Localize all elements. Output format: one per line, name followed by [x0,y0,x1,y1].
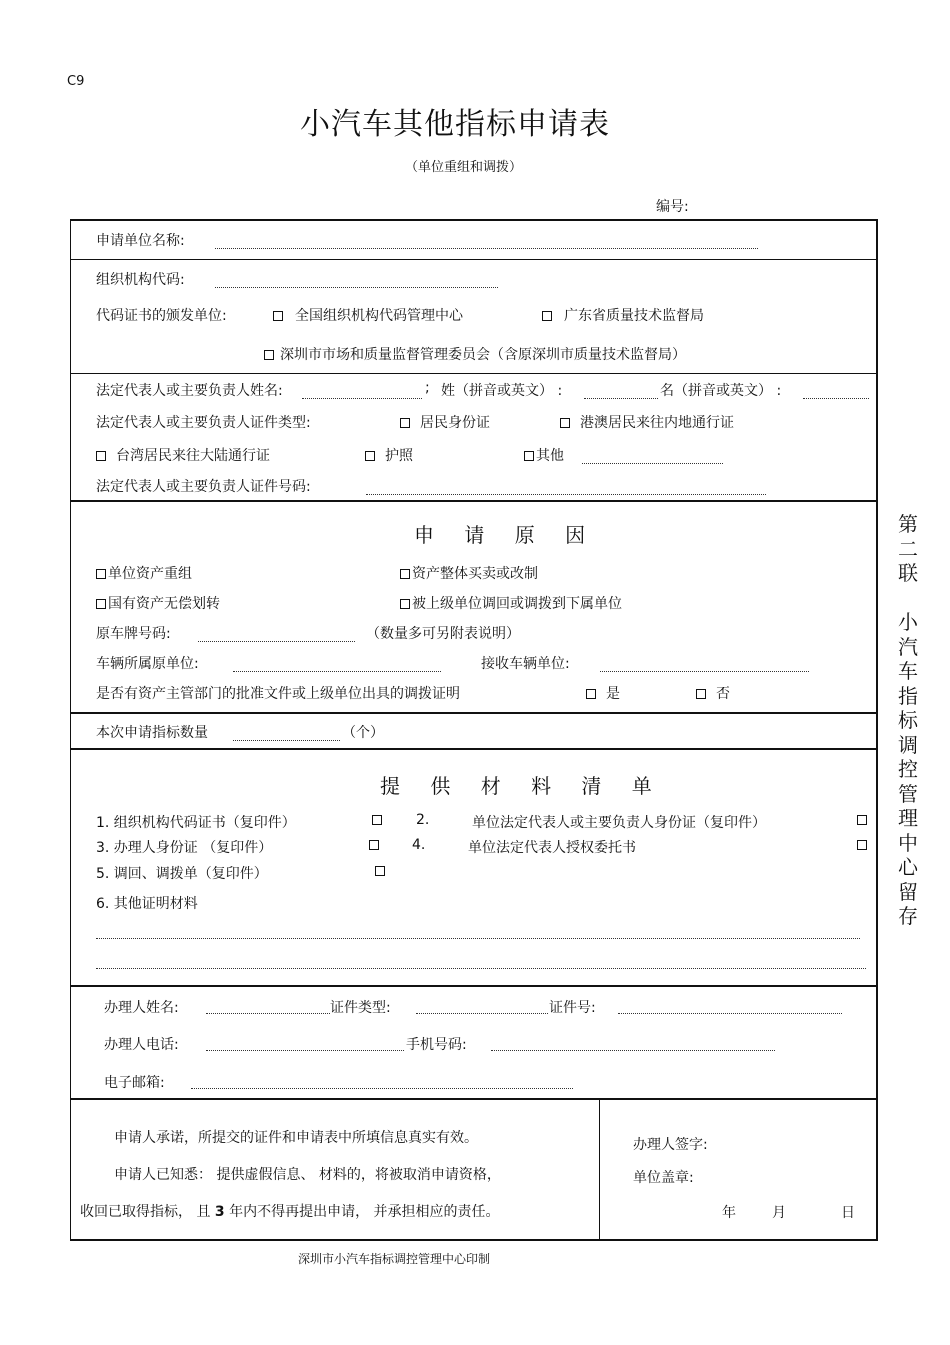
checkbox-icon[interactable] [96,599,106,609]
recv-unit-label: 接收车辆单位: [481,656,570,672]
material-checkbox-1[interactable] [372,815,382,825]
agent-id-no-label: 证件号: [549,1000,596,1016]
form-code: C9 [67,74,85,89]
checkbox-icon[interactable] [586,689,596,699]
rep-separator: ; [425,380,430,396]
approval-label: 是否有资产主管部门的批准文件或上级单位出具的调拨证明 [96,686,460,702]
material-item-2: 单位法定代表人或主要负责人身份证（复印件） [472,815,766,831]
footer-printer: 深圳市小汽车指标调控管理中心印制 [298,1252,491,1266]
rep-id-type-label: 法定代表人或主要负责人证件类型: [96,415,311,431]
material-checkbox-4[interactable] [857,840,867,850]
agent-mobile-input[interactable] [491,1050,775,1051]
agent-phone-label: 办理人电话: [104,1037,179,1053]
checkbox-icon[interactable] [96,569,106,579]
unit-stamp-label: 单位盖章: [633,1170,694,1186]
agent-name-input[interactable] [206,1013,330,1014]
checkbox-icon[interactable] [560,418,570,428]
reason-option-sale[interactable]: 资产整体买卖或改制 [400,563,538,583]
id-option-taiwan[interactable]: 台湾居民来往大陆通行证 [96,445,270,465]
divider [70,373,878,374]
agent-email-input[interactable] [191,1088,573,1089]
checkbox-icon[interactable] [400,599,410,609]
id-option-other[interactable]: 其他 [524,445,564,465]
issuer-option-shenzhen[interactable]: 深圳市市场和质量监督管理委员会（含原深圳市质量技术监督局） [264,344,686,364]
material-item-4-number: 4. [412,837,426,853]
material-checkbox-2[interactable] [857,815,867,825]
rep-surname-input[interactable] [584,398,658,399]
material-item-1: 1. 组织机构代码证书（复印件） [96,815,296,831]
reason-title: 申 请 原 因 [414,523,598,547]
material-item-5: 5. 调回、调拨单（复印件） [96,866,268,882]
divider [70,259,878,260]
divider [70,712,878,714]
orig-unit-label: 车辆所属原单位: [96,656,199,672]
checkbox-icon[interactable] [524,451,534,461]
checkbox-icon[interactable] [264,350,274,360]
quantity-label: 本次申请指标数量 [96,725,208,741]
material-item-4: 单位法定代表人授权委托书 [468,840,636,856]
divider [70,500,878,502]
other-materials-line-1[interactable] [96,938,860,939]
rep-name-input[interactable] [302,398,422,399]
rep-given-label: 名（拼音或英文） : [660,383,782,399]
reason-option-transfer[interactable]: 国有资产无偿划转 [96,593,220,613]
page-subtitle: （单位重组和调拨） [405,160,523,175]
date-day-label: 日 [841,1205,855,1221]
date-year-label: 年 [722,1205,736,1221]
checkbox-icon[interactable] [365,451,375,461]
approval-no[interactable]: 否 [696,683,730,703]
materials-title: 提 供 材 料 清 单 [380,774,664,798]
quantity-input[interactable] [233,740,340,741]
material-item-2-number: 2. [416,812,430,828]
issuer-option-national[interactable]: 全国组织机构代码管理中心 [273,305,463,325]
material-checkbox-5[interactable] [375,866,385,876]
reason-option-restructure[interactable]: 单位资产重组 [96,563,192,583]
checkbox-icon[interactable] [400,418,410,428]
org-code-label: 组织机构代码: [96,272,185,288]
declaration-divider [599,1099,600,1240]
declaration-line-2: 申请人已知悉： 提供虚假信息、 材料的，将被取消申请资格， [114,1167,501,1183]
date-month-label: 月 [772,1205,786,1221]
checkbox-icon[interactable] [400,569,410,579]
id-other-input[interactable] [582,463,723,464]
approval-yes[interactable]: 是 [586,683,620,703]
page-title: 小汽车其他指标申请表 [300,107,610,142]
rep-id-number-input[interactable] [366,494,766,495]
quantity-unit: （个） [342,725,384,741]
reason-option-recall[interactable]: 被上级单位调回或调拨到下属单位 [400,593,622,613]
form-number-label: 编号: [656,199,689,215]
plate-note: （数量多可另附表说明） [366,626,520,642]
agent-id-type-label: 证件类型: [330,1000,391,1016]
checkbox-icon[interactable] [696,689,706,699]
divider [70,748,878,750]
material-checkbox-3[interactable] [369,840,379,850]
declaration-line-3: 收回已取得指标， 且 3 年内不得再提出申请， 并承担相应的责任。 [80,1204,500,1220]
material-item-3: 3. 办理人身份证 （复印件） [96,840,273,856]
org-code-input[interactable] [215,287,498,288]
rep-surname-label: 姓（拼音或英文） : [441,383,563,399]
orig-unit-input[interactable] [233,671,441,672]
rep-given-input[interactable] [803,398,869,399]
unit-name-label: 申请单位名称: [96,233,185,249]
id-option-passport[interactable]: 护照 [365,445,413,465]
agent-signature-label: 办理人签字: [633,1137,708,1153]
recv-unit-input[interactable] [600,671,809,672]
checkbox-icon[interactable] [96,451,106,461]
divider [70,1098,878,1100]
id-option-hk-macao[interactable]: 港澳居民来往内地通行证 [560,412,734,432]
rep-id-number-label: 法定代表人或主要负责人证件号码: [96,479,311,495]
checkbox-icon[interactable] [542,311,552,321]
rep-name-label: 法定代表人或主要负责人姓名: [96,383,283,399]
agent-id-type-input[interactable] [416,1013,548,1014]
divider [70,985,878,987]
other-materials-line-2[interactable] [96,968,866,969]
unit-name-input[interactable] [215,248,758,249]
agent-email-label: 电子邮箱: [104,1075,165,1091]
checkbox-icon[interactable] [273,311,283,321]
agent-id-no-input[interactable] [618,1013,842,1014]
plate-label: 原车牌号码: [96,626,171,642]
issuer-label: 代码证书的颁发单位: [96,308,227,324]
plate-input[interactable] [198,641,355,642]
material-item-6: 6. 其他证明材料 [96,896,198,912]
id-option-resident[interactable]: 居民身份证 [400,412,490,432]
issuer-option-guangdong[interactable]: 广东省质量技术监督局 [542,305,704,325]
agent-phone-input[interactable] [206,1050,404,1051]
side-copy-note: 第 二 联 小 汽 车 指 标 调 控 管 理 中 心 留 存 [898,512,918,928]
declaration-line-1: 申请人承诺，所提交的证件和申请表中所填信息真实有效。 [114,1130,478,1146]
agent-name-label: 办理人姓名: [104,1000,179,1016]
agent-mobile-label: 手机号码: [406,1037,467,1053]
